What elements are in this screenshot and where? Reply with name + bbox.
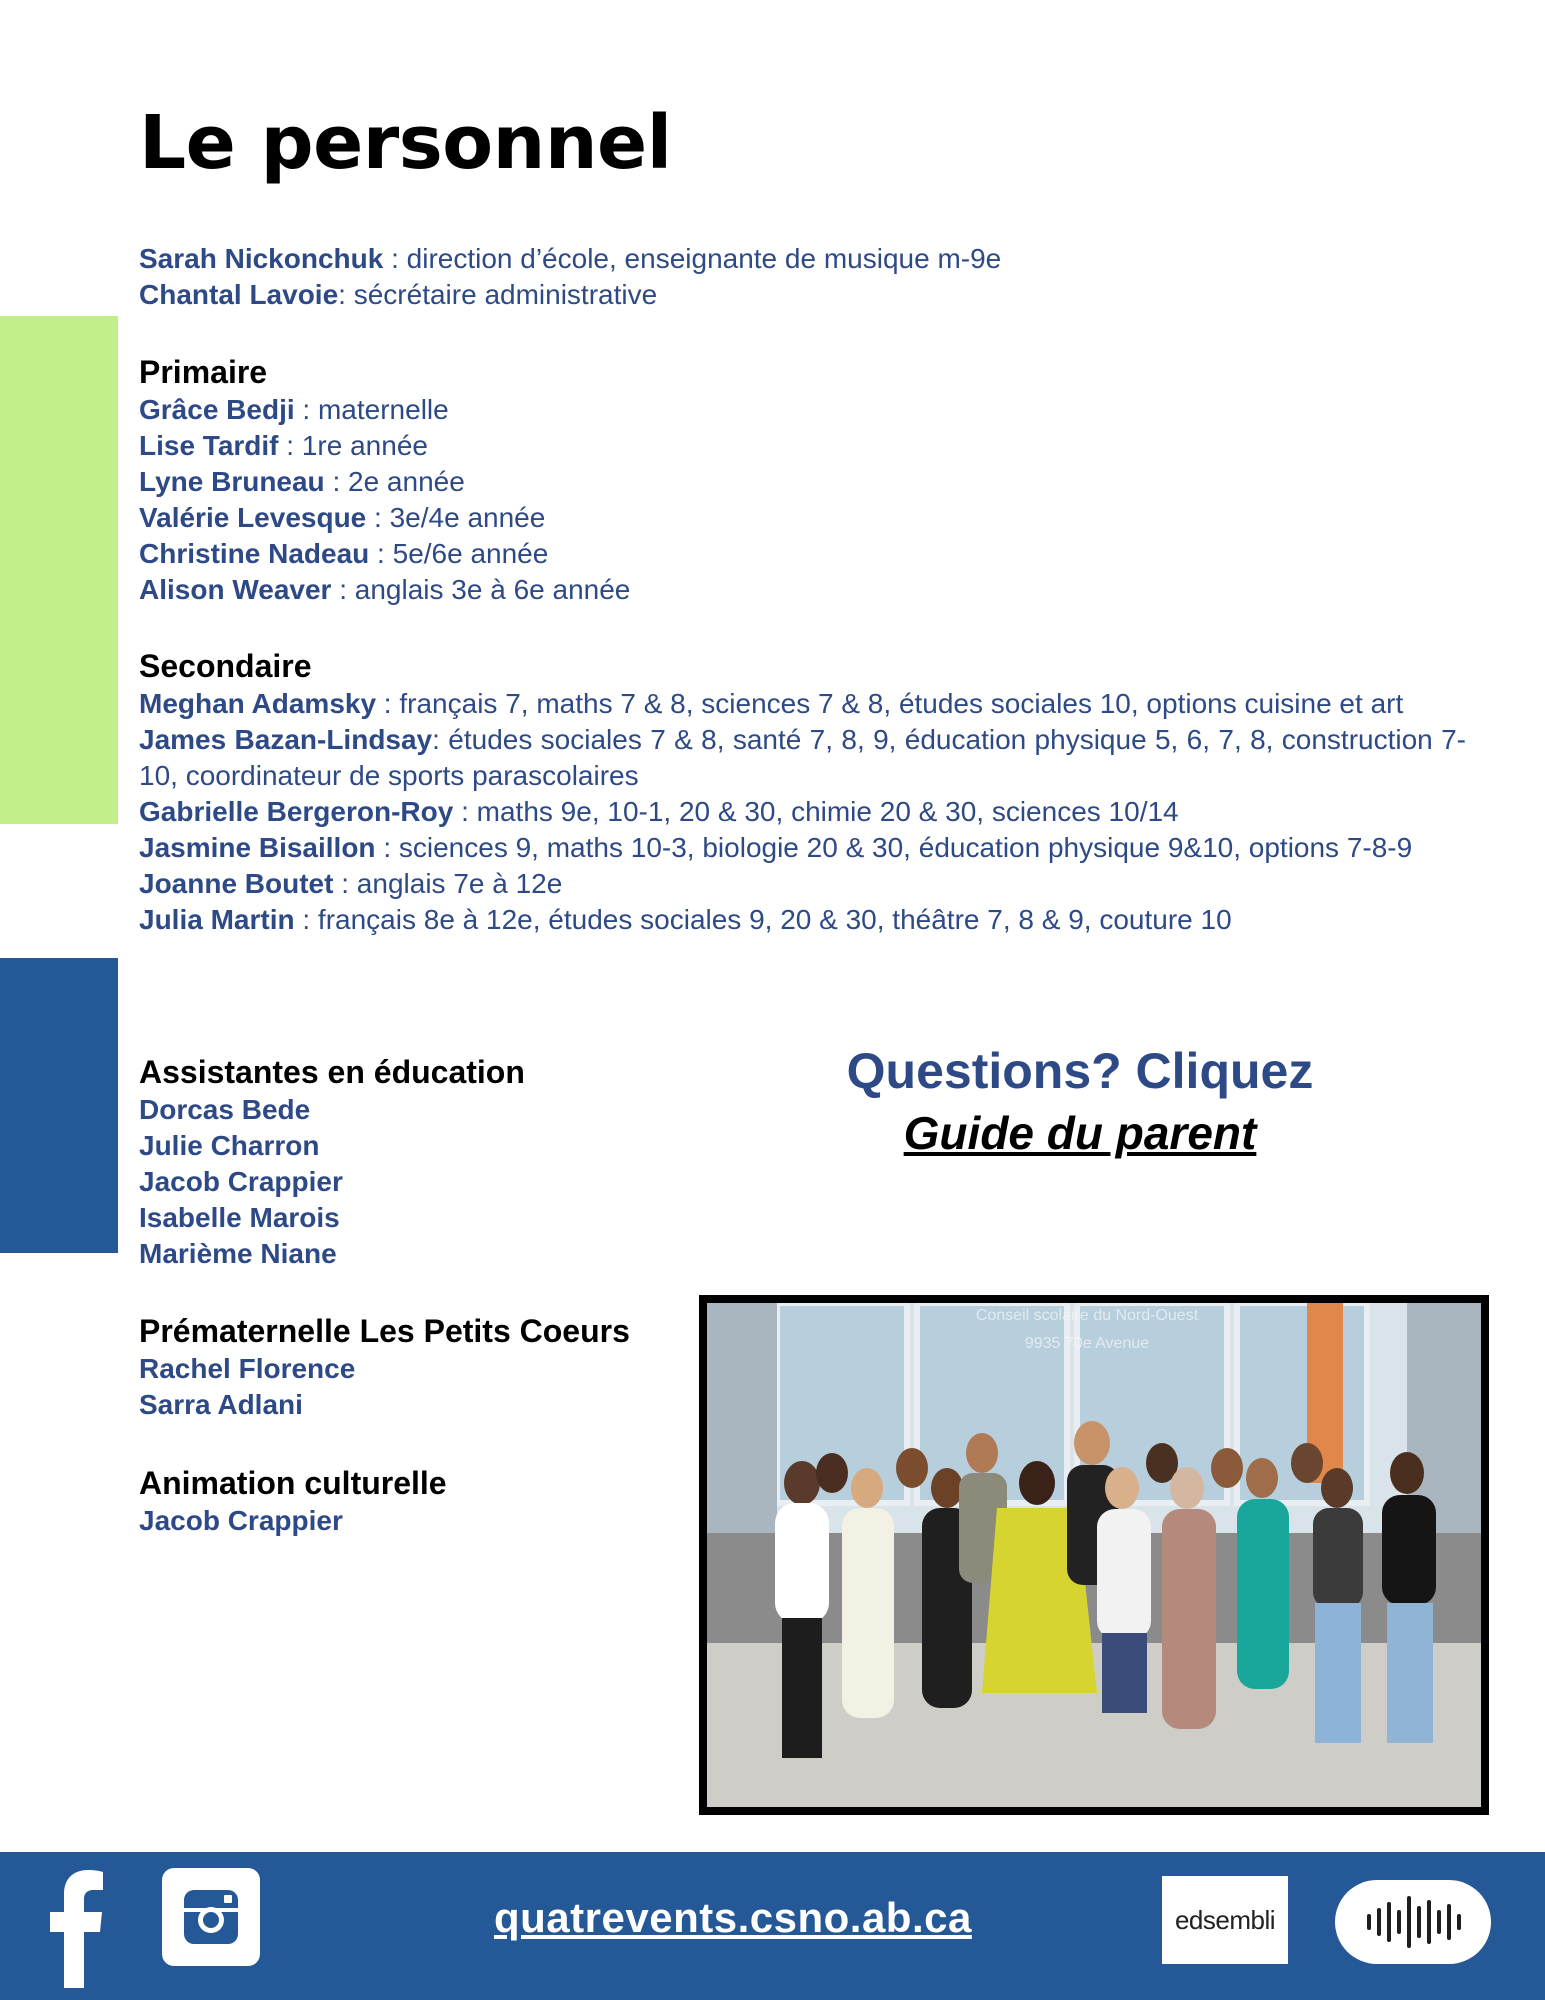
staff-name: Marième Niane bbox=[139, 1238, 337, 1269]
staff-group-photo bbox=[707, 1303, 1481, 1807]
animation-section bbox=[139, 1463, 699, 1539]
assistantes-section bbox=[139, 1052, 739, 1272]
staff-name: Isabelle Marois bbox=[139, 1202, 340, 1233]
group-photo-illustration bbox=[707, 1303, 1481, 1807]
section-heading: Primaire bbox=[139, 354, 268, 390]
staff-name: Dorcas Bede bbox=[139, 1094, 311, 1125]
building-sign-line1: Conseil scolaire du Nord-Ouest bbox=[975, 1307, 1199, 1324]
instagram-icon[interactable] bbox=[162, 1868, 260, 1966]
guide-du-parent-link[interactable]: Guide du parent bbox=[903, 1107, 1257, 1159]
staff-entry: Sarah Nickonchuk : direction d’école, enseignante de musique m-9e bbox=[139, 243, 1002, 274]
staff-entry: Gabrielle Bergeron-Roy : maths 9e, 10-1, 20 & 30, chimie 20 & 30, sciences 10/14 bbox=[139, 796, 1179, 827]
footer-bar bbox=[0, 1852, 1545, 2000]
staff-entry: Lyne Bruneau : 2e année bbox=[139, 466, 465, 497]
edsembli-logo[interactable] bbox=[1162, 1876, 1288, 1964]
staff-entry: Grâce Bedji : maternelle bbox=[139, 394, 449, 425]
prematernelle-section bbox=[139, 1311, 699, 1423]
staff-name: Jacob Crappier bbox=[139, 1505, 343, 1536]
staff-name: Julie Charron bbox=[139, 1130, 320, 1161]
section-heading: Assistantes en éducation bbox=[139, 1054, 525, 1090]
staff-entry: Lise Tardif : 1re année bbox=[139, 430, 428, 461]
staff-entry: James Bazan-Lindsay: études sociales 7 & 8, santé 7, 8, 9, éducation physique 5, 6, 7, 8, construction 7-10, coordinateur de sports parascolaires bbox=[139, 724, 1466, 791]
decorative-blue-bar bbox=[0, 958, 118, 1253]
instagram-glyph bbox=[162, 1868, 260, 1966]
staff-entry: Alison Weaver : anglais 3e à 6e année bbox=[139, 574, 631, 605]
primaire-section bbox=[139, 352, 1469, 608]
staff-entry: Julia Martin : français 8e à 12e, études sociales 9, 20 & 30, théâtre 7, 8 & 9, couture 10 bbox=[139, 904, 1232, 935]
page-title: Le personnel bbox=[139, 100, 672, 186]
staff-entry: Valérie Levesque : 3e/4e année bbox=[139, 502, 546, 533]
staff-entry: Chantal Lavoie: sécrétaire administrative bbox=[139, 279, 658, 310]
staff-entry: Christine Nadeau : 5e/6e année bbox=[139, 538, 549, 569]
questions-callout bbox=[770, 1040, 1390, 1162]
secondaire-section bbox=[139, 646, 1466, 938]
staff-name: Sarra Adlani bbox=[139, 1389, 303, 1420]
edsembli-text: edsembli bbox=[1174, 1904, 1276, 1935]
staff-entry: Jasmine Bisaillon : sciences 9, maths 10-3, biologie 20 & 30, éducation physique 9&10, options 7-8-9 bbox=[139, 832, 1413, 863]
building-sign-line2: 9935 70e Avenue bbox=[1024, 1335, 1150, 1352]
staff-entry: Meghan Adamsky : français 7, maths 7 & 8, sciences 7 & 8, études sociales 10, options cuisine et art bbox=[139, 688, 1404, 719]
section-heading: Secondaire bbox=[139, 648, 312, 684]
section-heading: Animation culturelle bbox=[139, 1465, 447, 1501]
staff-name: Rachel Florence bbox=[139, 1353, 356, 1384]
staff-name: Jacob Crappier bbox=[139, 1166, 343, 1197]
questions-text: Questions? Cliquez bbox=[846, 1043, 1314, 1099]
school-website-link[interactable]: quatrevents.csno.ab.ca bbox=[494, 1894, 972, 1941]
audio-wave-glyph bbox=[1335, 1880, 1491, 1964]
facebook-icon[interactable] bbox=[48, 1866, 104, 1988]
direction-section bbox=[139, 241, 1469, 313]
staff-photo-frame bbox=[699, 1295, 1489, 1815]
decorative-green-bar bbox=[0, 316, 118, 824]
section-heading: Prématernelle Les Petits Coeurs bbox=[139, 1313, 630, 1349]
staff-entry: Joanne Boutet : anglais 7e à 12e bbox=[139, 868, 563, 899]
audio-wave-icon[interactable] bbox=[1335, 1880, 1491, 1964]
